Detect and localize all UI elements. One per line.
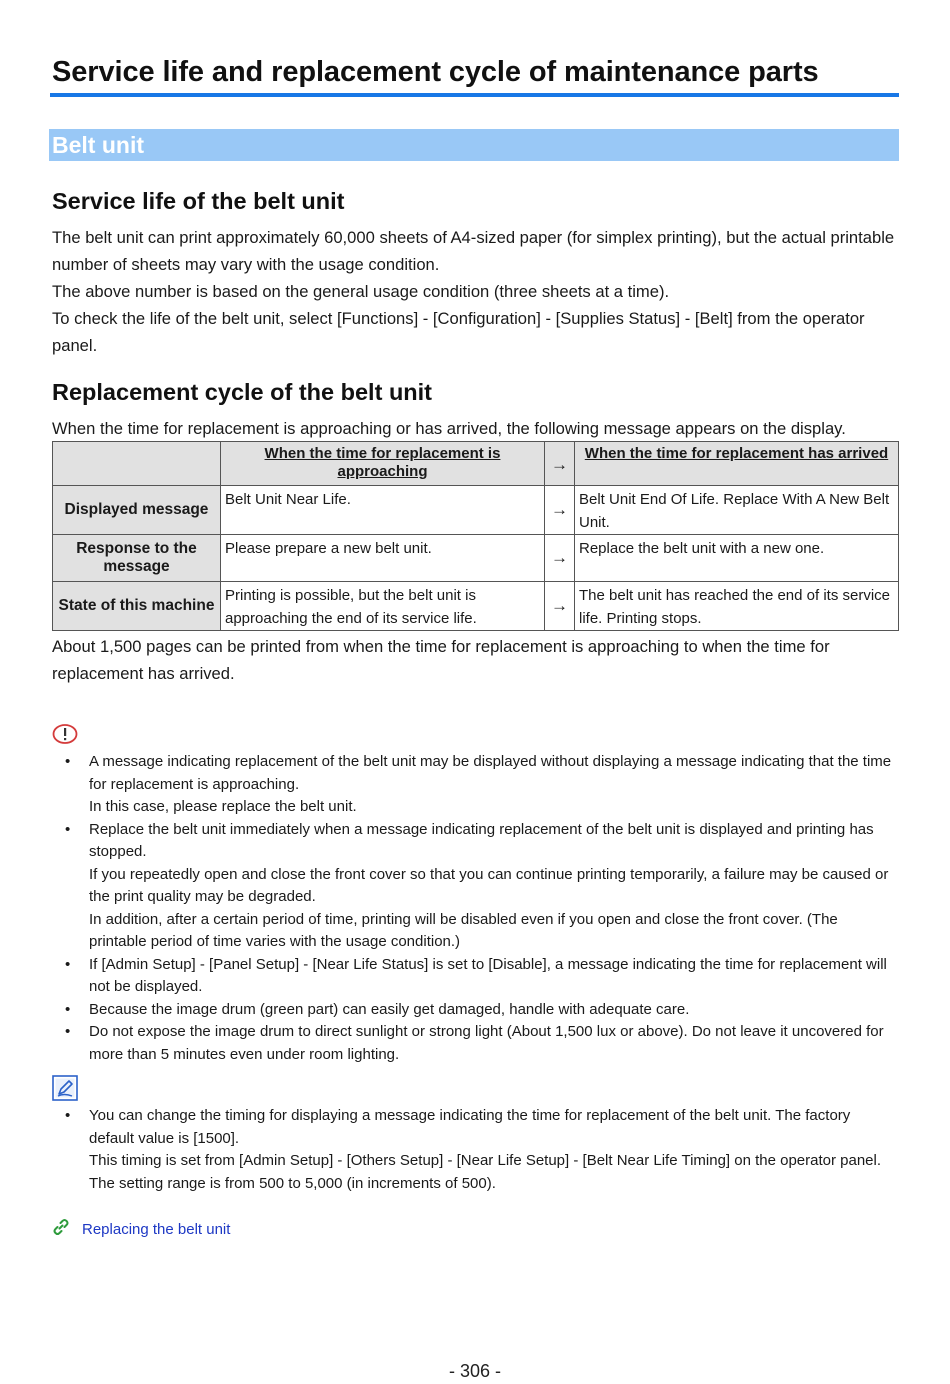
table-corner-cell xyxy=(53,442,221,486)
memo-list xyxy=(52,1105,897,1195)
caution-item xyxy=(52,751,897,819)
replacement-table xyxy=(52,441,899,631)
caution-item xyxy=(52,819,897,954)
table-row xyxy=(53,582,899,631)
caution-icon xyxy=(52,723,78,750)
table-row xyxy=(53,535,899,582)
row-header: Response to the message xyxy=(53,535,221,582)
note-line: • Because the image drum (green part) can easily get damaged, handle with adequate care. xyxy=(89,1000,690,1018)
section-heading: Belt unit xyxy=(49,129,899,161)
page-title: Service life and replacement cycle of maintenance parts xyxy=(52,56,819,88)
note-line: • Do not expose the image drum to direct sunlight or strong light (About 1,500 lux or above). Do not leave it uncovered for more than 5 minutes even under room lighting. xyxy=(89,1023,884,1063)
note-line: • If [Admin Setup] - [Panel Setup] - [Near Life Status] is set to [Disable], a message indicating the time for replacement will not be displayed. xyxy=(89,955,887,995)
note-line: If you repeatedly open and close the front cover so that you can continue printing temporarily, a failure may be caused or the print quality may be degraded. xyxy=(89,865,889,905)
table-row xyxy=(53,486,899,535)
service-life-heading: Service life of the belt unit xyxy=(52,188,345,214)
note-line: • Replace the belt unit immediately when a message indicating replacement of the belt unit is displayed and printing has stopped. xyxy=(89,820,874,860)
paragraph: To check the life of the belt unit, select [Functions] - [Configuration] - [Supplies Status] - [Belt] from the operator panel. xyxy=(52,309,865,355)
note-line: In addition, after a certain period of time, printing will be disabled even if you open and close the front cover. (The printable period of time varies with the usage condition.) xyxy=(89,910,838,950)
page-number: - 306 - xyxy=(448,1361,502,1381)
link-icon xyxy=(52,1218,70,1241)
arrow-icon: → xyxy=(545,582,575,631)
memo-icon xyxy=(52,1075,78,1106)
cell-approaching: Please prepare a new belt unit. xyxy=(221,535,545,582)
note-line: • You can change the timing for displaying a message indicating the time for replacement of the belt unit. The factory default value is [1500]. xyxy=(89,1107,851,1147)
cell-arrived: Belt Unit End Of Life. Replace With A New Belt Unit. xyxy=(575,486,899,535)
note-line: • A message indicating replacement of the belt unit may be displayed without displaying a message indicating that the time for replacement is approaching. xyxy=(89,753,892,793)
col-header-arrived: When the time for replacement has arrived xyxy=(575,442,899,486)
arrow-icon: → xyxy=(545,535,575,582)
after-table-text: About 1,500 pages can be printed from when the time for replacement is approaching to when the time for replacement has arrived. xyxy=(52,637,830,683)
row-header: Displayed message xyxy=(53,486,221,535)
paragraph: The belt unit can print approximately 60,000 sheets of A4-sized paper (for simplex printing), but the actual printable number of sheets may vary with the usage condition. xyxy=(52,228,895,274)
caution-list xyxy=(52,751,897,1066)
caution-item xyxy=(52,999,897,1022)
replacement-intro: When the time for replacement is approaching or has arrived, the following message appears on the display. xyxy=(52,419,846,438)
cell-arrived: Replace the belt unit with a new one. xyxy=(575,535,899,582)
memo-item xyxy=(52,1105,897,1195)
table-header-row xyxy=(53,442,899,486)
arrow-icon: → xyxy=(545,486,575,535)
replacement-cycle-heading: Replacement cycle of the belt unit xyxy=(52,379,433,405)
title-rule xyxy=(50,93,899,97)
col-header-approaching: When the time for replacement is approaching xyxy=(221,442,545,486)
cell-approaching: Printing is possible, but the belt unit is approaching the end of its service life. xyxy=(221,582,545,631)
cell-approaching: Belt Unit Near Life. xyxy=(221,486,545,535)
caution-item xyxy=(52,954,897,999)
row-header: State of this machine xyxy=(53,582,221,631)
service-life-text xyxy=(52,224,897,359)
arrow-icon: → xyxy=(545,442,575,486)
note-line: In this case, please replace the belt unit. xyxy=(89,798,357,815)
note-line: This timing is set from [Admin Setup] - [Others Setup] - [Near Life Setup] - [Belt Near Life Timing] on the operator panel. xyxy=(89,1152,882,1169)
related-link[interactable] xyxy=(52,1218,230,1240)
note-line: The setting range is from 500 to 5,000 (in increments of 500). xyxy=(89,1174,496,1192)
related-link-label[interactable]: Replacing the belt unit xyxy=(82,1220,231,1238)
cell-arrived: The belt unit has reached the end of its service life. Printing stops. xyxy=(575,582,899,631)
paragraph: The above number is based on the general usage condition (three sheets at a time). xyxy=(52,282,670,301)
caution-item xyxy=(52,1021,897,1066)
